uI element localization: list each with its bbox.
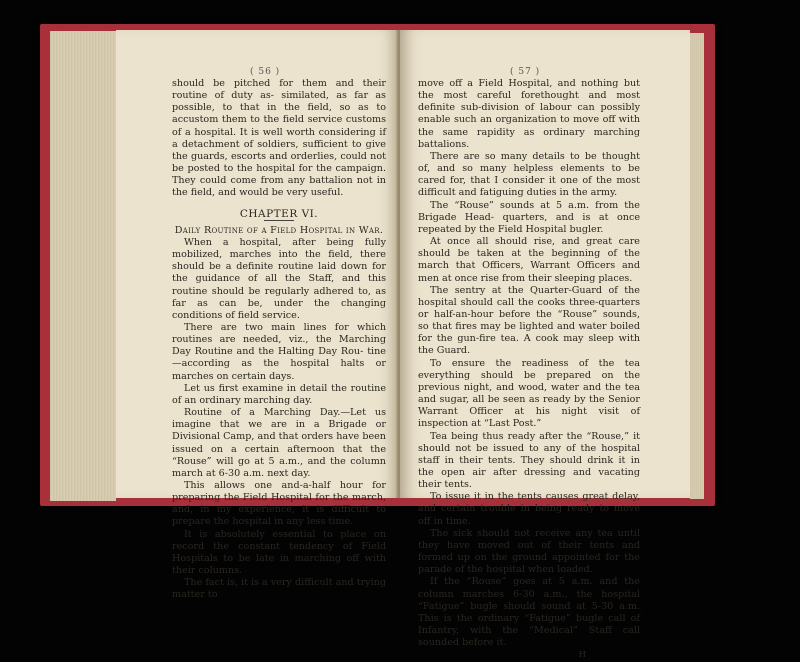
paragraph [418,236,640,285]
text-line: similated, as far as possible, to that in the field, so as to [172,90,386,114]
text-line: very useful. [286,187,344,199]
text-line: To issue it in the tents causes great delay, and certain [418,491,640,515]
text-line: same rapidity as ordinary marching battalions. [418,126,640,150]
text-line: issued to any of the hospital staff in their tents. They [418,442,640,466]
text-line: viz., the Marching Day Routine and the Halting Day Rou- [172,334,386,358]
text-line: marching day. [243,394,313,406]
page-number: ( 56 ) [250,67,281,77]
text-line: regularly adhered to, as far as can be, under the changing [172,285,386,309]
text-line: to prepare the hospital in any less time. [172,504,386,528]
text-line: conditions of field service. [172,309,300,321]
paragraph [418,78,640,151]
text-line: At once all should rise, and great care should be taken [418,236,640,260]
text-line: Officers and men at once rise from their sleeping places. [418,260,640,284]
text-line: come from any battalion not in the field, and would be [172,175,386,199]
paragraph [418,431,640,492]
paragraph [418,491,640,527]
paragraph [172,407,386,480]
text-line: appointed for the parade of the hospital when loaded. [418,552,640,576]
text-line: move off a Field Hospital, and nothing but the most careful [418,78,640,102]
left-page-text [172,78,386,602]
page-number: ( 57 ) [510,67,541,77]
text-line: Guard. [436,345,471,357]
text-line: go at 5 a.m., and the column march at 6-30 a.m. next day. [172,455,386,479]
section-title: Daily Routine of a Field Hospital in War. [174,224,384,236]
text-line: the field, there should be a definite routine laid down for [172,249,386,273]
text-line: Hospital for the march, and, in my experience, it is difficult [172,492,386,516]
text-line: The “Rouse” sounds at 5 a.m. from the Brigade Head- [418,199,640,223]
text-line: tine—according as the hospital halts or marches on certain [172,346,386,382]
text-line: the most difficult and fatiguing duties in the army. [418,175,640,199]
text-line: should be pitched for them and their routine of duty as- [172,78,386,102]
text-line: be posted to the hospital for the campaign. They could [172,163,386,187]
text-line: at the beginning of the march that Officers, Warrant [418,248,640,272]
text-line: “Rouse” sounds, so that fires may be lighted and water [418,308,640,333]
paragraph [172,237,386,322]
text-line: Officer at his night visit of inspection at “Last Post.” [418,406,640,430]
paragraph [418,358,640,431]
paragraph [418,200,640,236]
paragraph [172,322,386,383]
text-line: possibly enable such an organization to move off with the [418,102,640,138]
paragraph [418,528,640,577]
text-line: the guidance of all the Staff, and this routine should be [172,273,386,297]
text-line: forethought and most definite sub-division of labour can [418,90,640,114]
text-line: The sentry at the Quarter-Guard of the hospital should [418,284,640,308]
paragraph [418,285,640,358]
text-line: prepared on the previous night, and wood, water and the [418,369,640,393]
signature-mark: H [578,650,586,661]
paragraph [172,529,386,578]
text-line: It is well worth considering if a detachment of soldiers, [172,126,386,150]
text-line: quarters, and is at once repeated by the Field Hospital bugler. [418,211,640,235]
text-line: are in a Brigade or Divisional Camp, and that orders have [172,419,386,443]
right-page [400,30,690,661]
text-line: tendency of Field Hospitals to be late in marching off [172,540,386,564]
text-line: It is absolutely essential to place on record the constant [172,528,386,552]
text-line: 5-30 a.m. This is the ordinary “Fatigue” bugle call of [418,600,640,624]
paragraph [418,151,640,200]
text-line: been issued on a certain afternoon that the “Rouse” will [172,431,386,467]
text-line: helpless elements to be cared for, that I consider it one of [418,163,640,187]
text-line: their tents. [418,479,472,491]
paragraph [172,78,386,200]
page-edges-right [690,33,704,499]
text-line: days. [269,370,295,382]
text-line: with their columns. [172,552,386,577]
text-line: Infantry, with the “Medical” Staff call sounded before it. [418,625,640,649]
chapter-heading: CHAPTER VI. [239,207,319,220]
text-line: call the cooks three-quarters or half-an-hour before the [418,296,640,320]
paragraph [172,577,386,601]
text-line: There are so many details to be thought of, and so many [418,150,640,175]
text-line: This allows one and-a-half hour for preparing the Field [172,480,386,504]
text-line: 6-30 a.m., the hospital “Fatigue” bugle should sound at [418,588,640,612]
paragraph [172,383,386,407]
paragraph [418,576,640,649]
text-line: moved out of their tents and formed up on the ground [418,539,640,564]
text-line: If the “Rouse” goes at 5 a.m. and the column marches [418,576,640,600]
text-line: trouble in being ready to move off in time. [418,503,640,527]
text-line: There are two main lines for which routines are needed, [172,321,386,346]
left-page [116,30,399,601]
text-line: tea and sugar, all be seen as ready by the Senior Warrant [418,381,640,418]
text-line: sufficient to give the guards, escorts and orderlies, could not [172,138,386,162]
text-line: Routine of a Marching Day.—Let us imagine that we [172,407,386,431]
text-line: accustom them to the field service customs of a hospital. [172,114,386,138]
divider [264,220,294,221]
text-line: The sick should not receive any tea until they have [418,527,640,551]
page-edges-left [50,31,116,501]
text-line: Tea being thus ready after the “Rouse,” it should not be [418,430,640,454]
text-line: When a hospital, after being fully mobilized, marches into [172,236,386,261]
text-line: Let us first examine in detail the routine of an ordinary [172,382,386,406]
text-line: boiled for the gun-fire tea. A cook may sleep with the [418,321,640,357]
right-page-text [418,78,640,662]
paragraph [172,480,386,529]
text-line: The fact is, it is a very difficult and trying matter to [172,577,386,601]
text-line: should drink it in the open air after dressing and vacating [418,454,640,478]
text-line: To ensure the readiness of the tea everything should be [418,357,640,381]
